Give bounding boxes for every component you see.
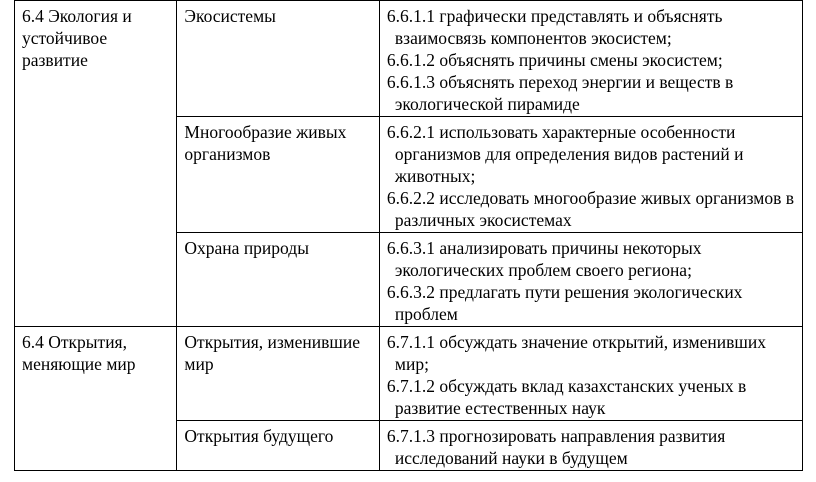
goals-cell [379, 117, 802, 233]
learning-goal: 6.6.3.1 анализировать причины некоторых экологических проблем своего региона; [386, 238, 702, 280]
goals-cell [379, 421, 802, 471]
goals-cell [379, 233, 802, 327]
topic-title: Экосистемы [184, 6, 276, 26]
learning-goal: 6.7.1.1 обсуждать значение открытий, изменивших мир; [386, 332, 766, 374]
section-title: 6.4 Открытия, меняющие мир [22, 332, 136, 374]
topic-cell [177, 1, 380, 117]
topic-cell [177, 233, 380, 327]
learning-goal: 6.6.1.1 графически представлять и объяснять взаимосвязь компонентов экосистем; [386, 6, 723, 48]
topic-title: Открытия будущего [184, 426, 334, 446]
goals-cell [379, 1, 802, 117]
topic-title: Многообразие живых организмов [184, 122, 347, 164]
topic-cell [177, 117, 380, 233]
topic-title: Открытия, изменившие мир [184, 332, 360, 374]
learning-goal: 6.6.1.3 объяснять переход энергии и веществ в экологической пирамиде [386, 72, 734, 114]
section-cell [15, 1, 177, 327]
table-row [15, 1, 803, 117]
section-cell [15, 327, 177, 471]
topic-cell [177, 421, 380, 471]
topic-title: Охрана природы [184, 238, 309, 258]
section-title: 6.4 Экология и устойчивое развитие [22, 6, 132, 70]
learning-goal: 6.7.1.2 обсуждать вклад казахстанских ученых в развитие естественных наук [386, 376, 747, 418]
learning-goal: 6.6.1.2 объяснять причины смены экосистем; [386, 50, 723, 70]
curriculum-table [14, 0, 803, 471]
learning-goal: 6.6.2.1 использовать характерные особенности организмов для определения видов растений и животных; [386, 122, 744, 186]
learning-goal: 6.6.3.2 предлагать пути решения экологических проблем [386, 282, 743, 324]
topic-cell [177, 327, 380, 421]
learning-goal: 6.7.1.3 прогнозировать направления развития исследований науки в будущем [386, 426, 726, 468]
table-row [15, 327, 803, 421]
learning-goal: 6.6.2.2 исследовать многообразие живых организмов в различных экосистемах [386, 188, 795, 230]
goals-cell [379, 327, 802, 421]
